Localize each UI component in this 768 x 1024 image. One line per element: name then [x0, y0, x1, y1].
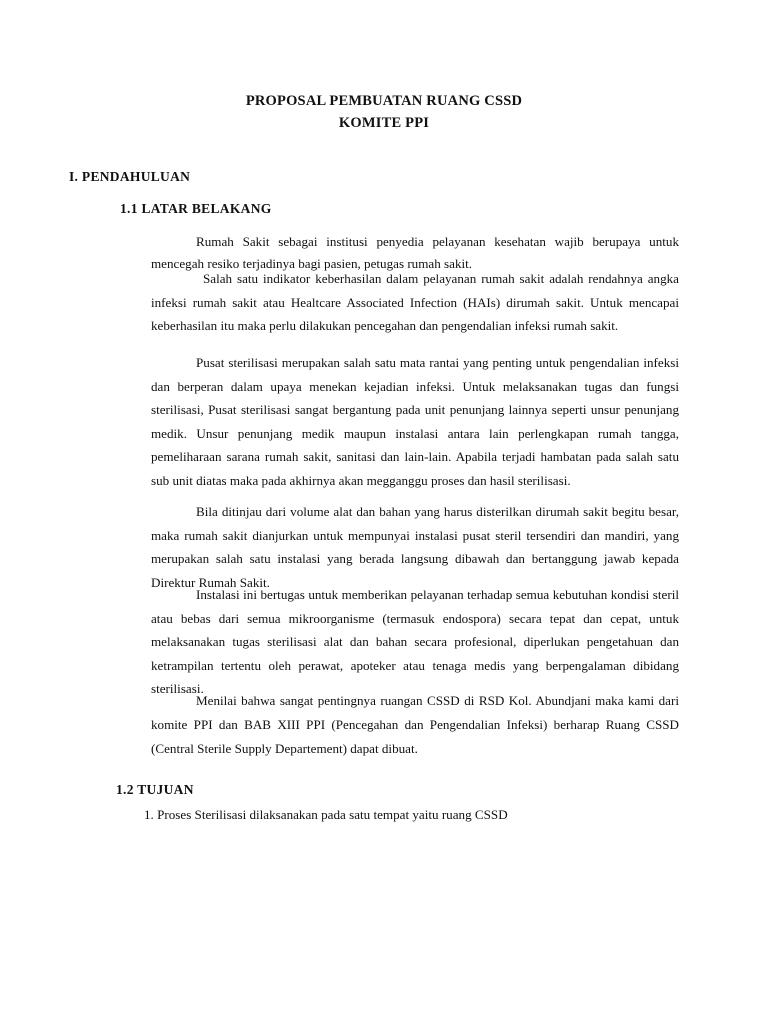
tujuan-list — [144, 806, 508, 824]
document-subtitle: KOMITE PPI — [338, 115, 430, 131]
document-title: PROPOSAL PEMBUATAN RUANG CSSD — [245, 93, 523, 109]
paragraph-block — [151, 583, 679, 701]
subsection-heading-tujuan: 1.2 TUJUAN — [116, 782, 194, 797]
paragraph-block — [151, 689, 679, 761]
paragraph: Salah satu indikator keberhasilan dalam pelayanan rumah sakit adalah rendahnya angka infeksi rumah sakit atau Healtcare Associated Infection (HAIs) dirumah sakit. Untuk mencapai keberhasilan itu maka perlu dilakukan pencegahan dan pengendalian infeksi rumah sakit. — [151, 271, 679, 334]
paragraph: Menilai bahwa sangat pentingnya ruangan CSSD di RSD Kol. Abundjani maka kami dari komite PPI dan BAB XIII PPI (Pencegahan dan Pengendalian Infeksi) berharap Ruang CSSD (Central Sterile Supply Departement) dapat dibuat. — [151, 693, 679, 756]
paragraph: Rumah Sakit sebagai institusi penyedia pelayanan kesehatan wajib berupaya untuk mencegah resiko terjadinya bagi pasien, petugas rumah sakit. — [151, 234, 679, 271]
paragraph: Pusat sterilisasi merupakan salah satu mata rantai yang penting untuk pengendalian infeksi dan berperan dalam upaya menekan kejadian infeksi. Untuk melaksanakan tugas dan fungsi sterilisasi, Pusat sterilisasi sangat bergantung pada unit penunjang lainnya seperti unsur penunjang medik. Unsur penunjang medik maupun instalasi antara lain perlengkapan rumah tangga, pemeliharaan sarana rumah sakit, sanitasi dan lain-lain. Apabila terjadi hambatan pada salah satu sub unit diatas maka pada akhirnya akan megganggu proses dan hasil sterilisasi. — [151, 355, 679, 488]
paragraph-block — [151, 267, 679, 338]
list-item: 1. Proses Sterilisasi dilaksanakan pada satu tempat yaitu ruang CSSD — [144, 807, 508, 822]
section-heading-pendahuluan: I. PENDAHULUAN — [69, 169, 191, 184]
paragraph: Instalasi ini bertugas untuk memberikan pelayanan terhadap semua kebutuhan kondisi steril atau bebas dari semua mikroorganisme (termasuk endospora) secara tepat dan cepat, untuk melaksanakan tugas sterilisasi alat dan bahan secara profesional, diperlukan pengetahuan dan ketrampilan tertentu oleh perawat, apoteker atau tenaga medis yang berpengalaman dibidang sterilisasi. — [151, 587, 679, 697]
paragraph-block — [151, 500, 679, 594]
paragraph-block — [151, 351, 679, 493]
paragraph: Bila ditinjau dari volume alat dan bahan yang harus disterilkan dirumah sakit begitu besar, maka rumah sakit dianjurkan untuk mempunyai instalasi pusat steril tersendiri dan mandiri, yang merupakan salah satu instalasi yang berada langsung dibawah dan bertanggung jawab kepada Direktur Rumah Sakit. — [151, 504, 679, 590]
subsection-heading-latar-belakang: 1.1 LATAR BELAKANG — [120, 201, 272, 216]
